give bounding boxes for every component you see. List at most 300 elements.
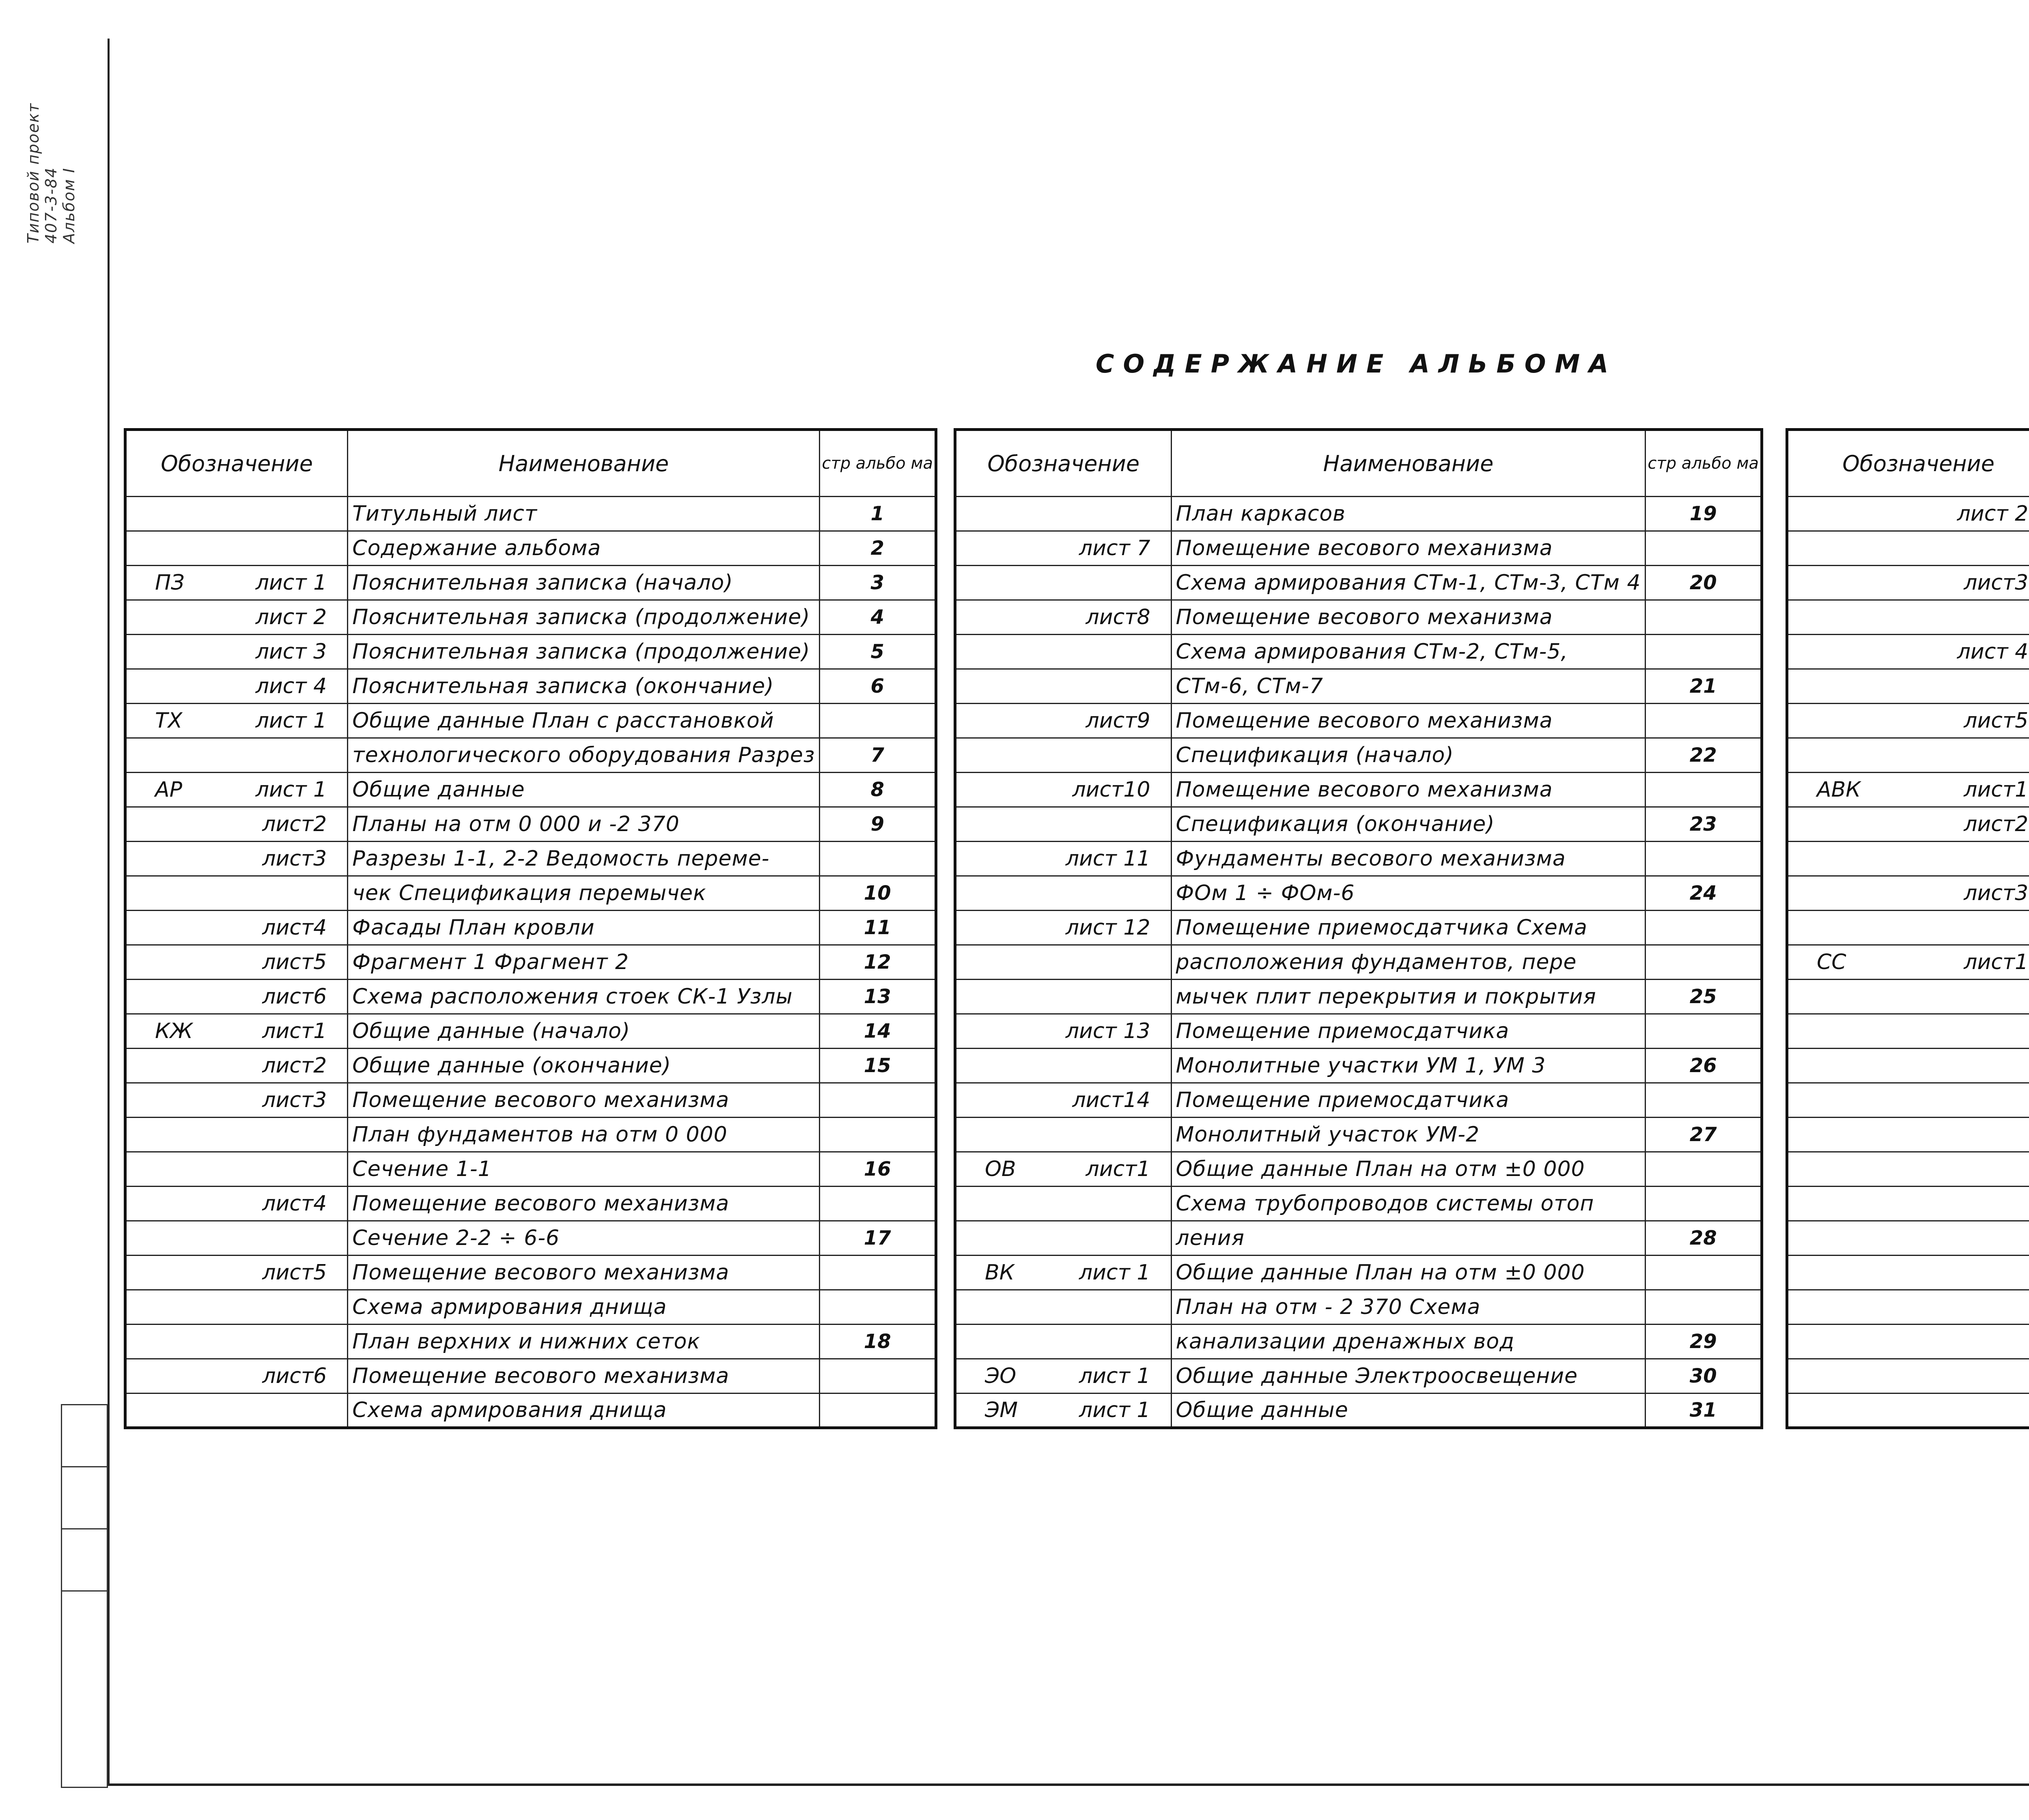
page-cell bbox=[820, 704, 936, 738]
table-row bbox=[125, 1014, 936, 1049]
code-text: АР bbox=[155, 778, 182, 802]
name-cell: Общие данные bbox=[1171, 1394, 1646, 1428]
page-cell: 1 bbox=[820, 497, 936, 531]
page-cell: 11 bbox=[820, 911, 936, 945]
name-cell: Фрагмент 1 Фрагмент 2 bbox=[348, 945, 820, 980]
table-row bbox=[955, 945, 1762, 980]
designation-cell bbox=[125, 980, 348, 1014]
table-row bbox=[125, 635, 936, 669]
table-row bbox=[1787, 1325, 2029, 1359]
name-cell: Схема трубопроводов системы отоп bbox=[1171, 1187, 1646, 1221]
code-text: ПЗ bbox=[155, 571, 185, 595]
designation-cell bbox=[1787, 1256, 2029, 1290]
table-row bbox=[1787, 1014, 2029, 1049]
table-row bbox=[955, 704, 1762, 738]
designation-cell bbox=[955, 945, 1172, 980]
table-row bbox=[125, 1325, 936, 1359]
name-cell: Общие данные Электроосвещение bbox=[1171, 1359, 1646, 1394]
table-row bbox=[125, 704, 936, 738]
name-cell: Помещение весового механизма bbox=[348, 1256, 820, 1290]
designation-cell bbox=[1787, 945, 2029, 980]
contents-table-1 bbox=[124, 428, 937, 1429]
name-cell: Помещение весового механизма bbox=[1171, 773, 1646, 807]
table-row bbox=[1787, 1290, 2029, 1325]
designation-cell bbox=[955, 1083, 1172, 1118]
designation-cell bbox=[955, 600, 1172, 635]
name-cell: Схема расположения стоек СК-1 Узлы bbox=[348, 980, 820, 1014]
header-page: стр альбо ма bbox=[820, 430, 936, 497]
table-row bbox=[125, 566, 936, 600]
table-row bbox=[955, 600, 1762, 635]
name-cell: Монолитные участки УМ 1, УМ 3 bbox=[1171, 1049, 1646, 1083]
page-cell bbox=[1646, 531, 1762, 566]
sheet-text: лист 1 bbox=[1079, 1260, 1150, 1285]
sheet-text: лист 2 bbox=[1957, 502, 2029, 526]
designation-cell bbox=[125, 1049, 348, 1083]
designation-cell bbox=[1787, 1290, 2029, 1325]
table-row bbox=[955, 911, 1762, 945]
name-cell: Общие данные План с расстановкой bbox=[348, 704, 820, 738]
table-row bbox=[955, 807, 1762, 842]
designation-cell bbox=[1787, 911, 2029, 945]
table-row bbox=[955, 1152, 1762, 1187]
table-row bbox=[955, 566, 1762, 600]
table-row bbox=[1787, 1049, 2029, 1083]
sheet-text: лист4 bbox=[262, 915, 327, 940]
designation-cell bbox=[1787, 773, 2029, 807]
designation-cell bbox=[1787, 704, 2029, 738]
designation-cell bbox=[125, 945, 348, 980]
name-cell: ления bbox=[1171, 1221, 1646, 1256]
designation-cell bbox=[125, 497, 348, 531]
designation-cell bbox=[125, 1221, 348, 1256]
page-cell bbox=[820, 842, 936, 876]
designation-cell bbox=[955, 1152, 1172, 1187]
table-row bbox=[955, 1187, 1762, 1221]
page-cell bbox=[1646, 635, 1762, 669]
designation-cell bbox=[955, 1325, 1172, 1359]
designation-cell bbox=[125, 704, 348, 738]
sheet-text: лист 4 bbox=[255, 674, 327, 698]
table-row bbox=[1787, 669, 2029, 704]
table-row bbox=[955, 1290, 1762, 1325]
sheet-text: лист14 bbox=[1072, 1088, 1150, 1112]
page-cell: 17 bbox=[820, 1221, 936, 1256]
designation-cell bbox=[955, 1256, 1172, 1290]
name-cell: СТм-6, СТм-7 bbox=[1171, 669, 1646, 704]
page-cell bbox=[1646, 911, 1762, 945]
table-row bbox=[1787, 773, 2029, 807]
name-cell: Пояснительная записка (продолжение) bbox=[348, 600, 820, 635]
designation-cell bbox=[125, 1152, 348, 1187]
designation-cell bbox=[955, 704, 1172, 738]
designation-cell bbox=[1787, 1118, 2029, 1152]
designation-cell bbox=[1787, 980, 2029, 1014]
designation-cell bbox=[125, 842, 348, 876]
name-cell: Помещение весового механизма bbox=[348, 1359, 820, 1394]
code-text: ОВ bbox=[985, 1157, 1016, 1181]
page-cell bbox=[1646, 704, 1762, 738]
table-row bbox=[1787, 1152, 2029, 1187]
sheet-text: лист2 bbox=[262, 812, 327, 836]
page-cell: 2 bbox=[820, 531, 936, 566]
page-cell bbox=[820, 1256, 936, 1290]
designation-cell bbox=[125, 807, 348, 842]
designation-cell bbox=[955, 1290, 1172, 1325]
designation-cell bbox=[955, 1394, 1172, 1428]
designation-cell bbox=[955, 1118, 1172, 1152]
designation-cell bbox=[125, 1187, 348, 1221]
table-row bbox=[1787, 807, 2029, 842]
table-row bbox=[955, 980, 1762, 1014]
designation-cell bbox=[955, 635, 1172, 669]
designation-cell bbox=[955, 738, 1172, 773]
table-row bbox=[955, 1325, 1762, 1359]
table-row bbox=[955, 1083, 1762, 1118]
name-cell: технологического оборудования Разрез bbox=[348, 738, 820, 773]
page-cell bbox=[1646, 945, 1762, 980]
table-row bbox=[955, 1118, 1762, 1152]
table-row bbox=[125, 876, 936, 911]
table-row bbox=[125, 1049, 936, 1083]
designation-cell bbox=[125, 876, 348, 911]
designation-cell bbox=[125, 566, 348, 600]
table-row bbox=[125, 1256, 936, 1290]
table-row bbox=[955, 497, 1762, 531]
designation-cell bbox=[1787, 842, 2029, 876]
table-row bbox=[125, 980, 936, 1014]
table-row bbox=[125, 497, 936, 531]
table-row bbox=[125, 669, 936, 704]
table-row bbox=[1787, 704, 2029, 738]
sheet-text: лист1 bbox=[1964, 950, 2029, 974]
designation-cell bbox=[1787, 1152, 2029, 1187]
designation-cell bbox=[1787, 1325, 2029, 1359]
page-cell bbox=[1646, 842, 1762, 876]
sheet-text: лист 1 bbox=[255, 778, 327, 802]
page-cell: 3 bbox=[820, 566, 936, 600]
page-cell: 12 bbox=[820, 945, 936, 980]
page-cell bbox=[1646, 1256, 1762, 1290]
table-row bbox=[955, 531, 1762, 566]
code-text: СС bbox=[1817, 950, 1846, 974]
sheet-text: лист3 bbox=[262, 846, 327, 871]
table-row bbox=[955, 635, 1762, 669]
designation-cell bbox=[1787, 807, 2029, 842]
name-cell: чек Спецификация перемычек bbox=[348, 876, 820, 911]
header-designation: Обозначение bbox=[955, 430, 1172, 497]
page-cell bbox=[1646, 773, 1762, 807]
table-row bbox=[125, 1394, 936, 1428]
page-cell bbox=[1646, 1290, 1762, 1325]
designation-cell bbox=[125, 911, 348, 945]
designation-cell bbox=[955, 1014, 1172, 1049]
designation-cell bbox=[1787, 566, 2029, 600]
page-cell bbox=[820, 1290, 936, 1325]
table-row bbox=[955, 1221, 1762, 1256]
table-row bbox=[1787, 531, 2029, 566]
designation-cell bbox=[125, 1014, 348, 1049]
designation-cell bbox=[955, 1049, 1172, 1083]
page-cell: 4 bbox=[820, 600, 936, 635]
name-cell: канализации дренажных вод bbox=[1171, 1325, 1646, 1359]
name-cell: Общие данные План на отм ±0 000 bbox=[1171, 1256, 1646, 1290]
sheet-text: лист 7 bbox=[1079, 536, 1150, 560]
table-row bbox=[1787, 600, 2029, 635]
designation-cell bbox=[955, 911, 1172, 945]
name-cell: Разрезы 1-1, 2-2 Ведомость переме- bbox=[348, 842, 820, 876]
designation-cell bbox=[125, 1325, 348, 1359]
designation-cell bbox=[125, 1394, 348, 1428]
page-cell: 30 bbox=[1646, 1359, 1762, 1394]
designation-cell bbox=[1787, 600, 2029, 635]
binding-stamp bbox=[61, 1404, 108, 1788]
name-cell: Пояснительная записка (продолжение) bbox=[348, 635, 820, 669]
table-row bbox=[1787, 497, 2029, 531]
page-cell: 15 bbox=[820, 1049, 936, 1083]
sheet-text: лист5 bbox=[262, 1260, 327, 1285]
table-row bbox=[1787, 1394, 2029, 1428]
name-cell: Помещение весового механизма bbox=[1171, 531, 1646, 566]
sheet-text: лист6 bbox=[262, 1364, 327, 1388]
page-cell: 27 bbox=[1646, 1118, 1762, 1152]
name-cell: Помещение приемосдатчика bbox=[1171, 1083, 1646, 1118]
designation-cell bbox=[125, 635, 348, 669]
page-cell: 25 bbox=[1646, 980, 1762, 1014]
page-cell: 22 bbox=[1646, 738, 1762, 773]
sheet-text: лист5 bbox=[1964, 709, 2029, 733]
sheet-text: лист 12 bbox=[1065, 915, 1150, 940]
table-row bbox=[125, 1359, 936, 1394]
page-cell: 23 bbox=[1646, 807, 1762, 842]
page-cell: 29 bbox=[1646, 1325, 1762, 1359]
table-row bbox=[125, 773, 936, 807]
table-row bbox=[125, 945, 936, 980]
table-row bbox=[125, 842, 936, 876]
name-cell: ФОм 1 ÷ ФОм-6 bbox=[1171, 876, 1646, 911]
name-cell: расположения фундаментов, пере bbox=[1171, 945, 1646, 980]
sheet-text: лист 1 bbox=[1079, 1364, 1150, 1388]
sheet-text: лист4 bbox=[262, 1191, 327, 1216]
sheet-text: лист 2 bbox=[255, 605, 327, 629]
page-cell: 21 bbox=[1646, 669, 1762, 704]
table-row bbox=[955, 669, 1762, 704]
page-cell: 16 bbox=[820, 1152, 936, 1187]
page-cell bbox=[820, 1118, 936, 1152]
page-cell: 20 bbox=[1646, 566, 1762, 600]
designation-cell bbox=[125, 669, 348, 704]
sheet-text: лист 4 bbox=[1957, 640, 2029, 664]
page-cell bbox=[820, 1187, 936, 1221]
table-row bbox=[125, 1290, 936, 1325]
page-cell bbox=[1646, 1152, 1762, 1187]
sheet-text: лист9 bbox=[1086, 709, 1150, 733]
name-cell: Содержание альбома bbox=[348, 531, 820, 566]
name-cell: Помещение приемосдатчика bbox=[1171, 1014, 1646, 1049]
table-row bbox=[1787, 738, 2029, 773]
designation-cell bbox=[1787, 1014, 2029, 1049]
table-row bbox=[1787, 1083, 2029, 1118]
designation-cell bbox=[955, 842, 1172, 876]
designation-cell bbox=[125, 531, 348, 566]
header-designation: Обозначение bbox=[125, 430, 348, 497]
page-cell bbox=[1646, 600, 1762, 635]
page-cell bbox=[1646, 1014, 1762, 1049]
sheet-text: лист1 bbox=[1086, 1157, 1150, 1181]
designation-cell bbox=[1787, 1049, 2029, 1083]
table-row bbox=[125, 1118, 936, 1152]
name-cell: Монолитный участок УМ-2 bbox=[1171, 1118, 1646, 1152]
page-title: СОДЕРЖАНИЕ АЛЬБОМА bbox=[1096, 349, 1618, 379]
page-cell: 13 bbox=[820, 980, 936, 1014]
code-text: ЭО bbox=[985, 1364, 1017, 1388]
table-row bbox=[955, 773, 1762, 807]
page-cell: 14 bbox=[820, 1014, 936, 1049]
designation-cell bbox=[955, 531, 1172, 566]
table-row bbox=[955, 1014, 1762, 1049]
sheet-text: лист 3 bbox=[255, 640, 327, 664]
code-text: АВК bbox=[1817, 778, 1861, 802]
name-cell: Помещение весового механизма bbox=[1171, 704, 1646, 738]
name-cell: Общие данные bbox=[348, 773, 820, 807]
table-row bbox=[1787, 1118, 2029, 1152]
table-row bbox=[955, 876, 1762, 911]
table-row bbox=[125, 600, 936, 635]
name-cell: Общие данные План на отм ±0 000 bbox=[1171, 1152, 1646, 1187]
designation-cell bbox=[955, 497, 1172, 531]
header-name: Наименование bbox=[1171, 430, 1646, 497]
designation-cell bbox=[125, 738, 348, 773]
table-row bbox=[1787, 911, 2029, 945]
side-stamp: Типовой проект 407-3-84 Альбом I bbox=[24, 102, 78, 243]
page-cell: 6 bbox=[820, 669, 936, 704]
designation-cell bbox=[1787, 1394, 2029, 1428]
name-cell: Схема армирования СТм-2, СТм-5, bbox=[1171, 635, 1646, 669]
designation-cell bbox=[955, 1359, 1172, 1394]
sheet-text: лист 13 bbox=[1065, 1019, 1150, 1043]
sheet-text: лист1 bbox=[262, 1019, 327, 1043]
designation-cell bbox=[1787, 1187, 2029, 1221]
page-cell: 18 bbox=[820, 1325, 936, 1359]
designation-cell bbox=[1787, 876, 2029, 911]
name-cell: Фундаменты весового механизма bbox=[1171, 842, 1646, 876]
sheet-text: лист6 bbox=[262, 984, 327, 1009]
sheet-text: лист1 bbox=[1964, 778, 2029, 802]
page-cell bbox=[820, 1394, 936, 1428]
name-cell: Сечение 2-2 ÷ 6-6 bbox=[348, 1221, 820, 1256]
name-cell: Схема армирования днища bbox=[348, 1290, 820, 1325]
page-cell bbox=[1646, 1187, 1762, 1221]
name-cell: Пояснительная записка (окончание) bbox=[348, 669, 820, 704]
designation-cell bbox=[1787, 1221, 2029, 1256]
designation-cell bbox=[1787, 669, 2029, 704]
name-cell: Титульный лист bbox=[348, 497, 820, 531]
page-cell: 7 bbox=[820, 738, 936, 773]
name-cell: Помещение приемосдатчика Схема bbox=[1171, 911, 1646, 945]
designation-cell bbox=[955, 980, 1172, 1014]
table-row bbox=[1787, 1221, 2029, 1256]
name-cell: Схема армирования СТм-1, СТм-3, СТм 4 bbox=[1171, 566, 1646, 600]
sheet-text: лист 11 bbox=[1065, 846, 1150, 871]
table-row bbox=[955, 1359, 1762, 1394]
header-page: стр альбо ма bbox=[1646, 430, 1762, 497]
sheet-text: лист 1 bbox=[255, 571, 327, 595]
designation-cell bbox=[125, 1083, 348, 1118]
table-row bbox=[1787, 566, 2029, 600]
table-row bbox=[125, 1083, 936, 1118]
code-text: ЭМ bbox=[985, 1398, 1018, 1422]
page-cell: 19 bbox=[1646, 497, 1762, 531]
designation-cell bbox=[125, 1359, 348, 1394]
name-cell: План на отм - 2 370 Схема bbox=[1171, 1290, 1646, 1325]
name-cell: мычек плит перекрытия и покрытия bbox=[1171, 980, 1646, 1014]
sheet-text: лист 1 bbox=[255, 709, 327, 733]
table-row bbox=[955, 1256, 1762, 1290]
table-row bbox=[955, 1049, 1762, 1083]
header-name: Наименование bbox=[348, 430, 820, 497]
page-cell bbox=[1646, 1083, 1762, 1118]
sheet-text: лист5 bbox=[262, 950, 327, 974]
table-row bbox=[125, 911, 936, 945]
name-cell: Спецификация (начало) bbox=[1171, 738, 1646, 773]
table-row bbox=[1787, 635, 2029, 669]
header-designation: Обозначение bbox=[1787, 430, 2029, 497]
contents-table-3 bbox=[1786, 428, 2029, 1429]
code-text: ВК bbox=[985, 1260, 1014, 1285]
table-row bbox=[1787, 842, 2029, 876]
table-row bbox=[125, 1221, 936, 1256]
sheet-text: лист3 bbox=[262, 1088, 327, 1112]
name-cell: План каркасов bbox=[1171, 497, 1646, 531]
page-cell: 5 bbox=[820, 635, 936, 669]
designation-cell bbox=[955, 876, 1172, 911]
table-row bbox=[1787, 1187, 2029, 1221]
sheet-text: лист8 bbox=[1086, 605, 1150, 629]
page-cell bbox=[820, 1359, 936, 1394]
table-row bbox=[125, 807, 936, 842]
table-row bbox=[125, 1187, 936, 1221]
page-cell: 26 bbox=[1646, 1049, 1762, 1083]
contents-table-2 bbox=[954, 428, 1763, 1429]
designation-cell bbox=[1787, 531, 2029, 566]
table-row bbox=[125, 1152, 936, 1187]
table-row bbox=[955, 1394, 1762, 1428]
table-row bbox=[1787, 1256, 2029, 1290]
designation-cell bbox=[955, 669, 1172, 704]
designation-cell bbox=[1787, 1359, 2029, 1394]
name-cell: Помещение весового механизма bbox=[348, 1083, 820, 1118]
name-cell: Общие данные (окончание) bbox=[348, 1049, 820, 1083]
page-cell: 31 bbox=[1646, 1394, 1762, 1428]
designation-cell bbox=[125, 600, 348, 635]
name-cell: Общие данные (начало) bbox=[348, 1014, 820, 1049]
table-row bbox=[1787, 876, 2029, 911]
designation-cell bbox=[955, 566, 1172, 600]
table-row bbox=[125, 531, 936, 566]
sheet-text: лист3 bbox=[1964, 881, 2029, 905]
table-row bbox=[1787, 945, 2029, 980]
name-cell: Помещение весового механизма bbox=[348, 1187, 820, 1221]
table-row bbox=[955, 738, 1762, 773]
designation-cell bbox=[955, 1221, 1172, 1256]
designation-cell bbox=[125, 1256, 348, 1290]
designation-cell bbox=[125, 1118, 348, 1152]
name-cell: Фасады План кровли bbox=[348, 911, 820, 945]
name-cell: Спецификация (окончание) bbox=[1171, 807, 1646, 842]
name-cell: Сечение 1-1 bbox=[348, 1152, 820, 1187]
code-text: КЖ bbox=[155, 1019, 193, 1043]
sheet-text: лист 1 bbox=[1079, 1398, 1150, 1422]
